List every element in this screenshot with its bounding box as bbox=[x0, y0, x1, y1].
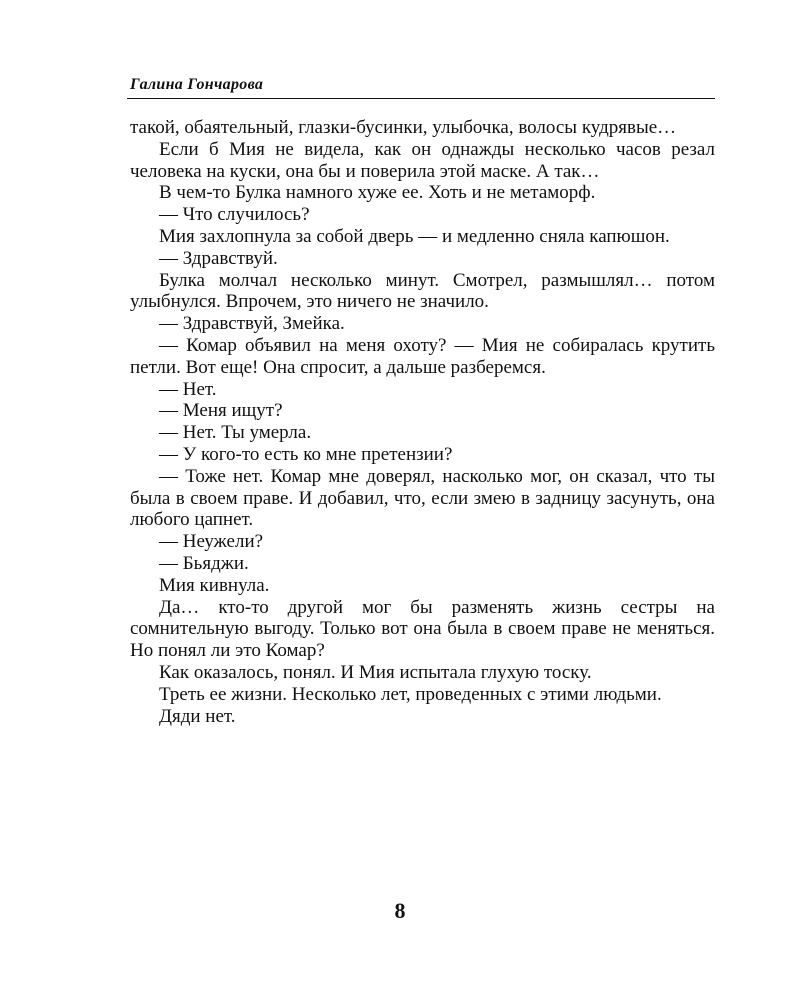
body-text bbox=[130, 117, 715, 727]
paragraph: — Комар объявил на меня охоту? — Мия не собиралась крутить петли. Вот еще! Она спросит, а дальше разберемся. bbox=[130, 334, 715, 378]
paragraph: Если б Мия не видела, как он однажды несколько часов резал человека на куски, она бы и поверила этой маске. А так… bbox=[130, 138, 715, 182]
paragraph: Булка молчал несколько минут. Смотрел, размышлял… потом улыбнулся. Впрочем, это ничего не значило. bbox=[130, 269, 715, 313]
paragraph: В чем-то Булка намного хуже ее. Хоть и не метаморф. bbox=[159, 182, 596, 204]
paragraph: — Что случилось? bbox=[159, 204, 310, 226]
paragraph: Как оказалось, понял. И Мия испытала глухую тоску. bbox=[159, 661, 592, 683]
header-author: Галина Гончарова bbox=[130, 76, 264, 93]
paragraph: — Нет. Ты умерла. bbox=[159, 422, 312, 444]
paragraph: такой, обаятельный, глазки-бусинки, улыбочка, волосы кудрявые… bbox=[130, 117, 677, 138]
paragraph: — Нет. bbox=[159, 378, 217, 400]
paragraph: — Неужели? bbox=[159, 531, 264, 553]
paragraph: — Тоже нет. Комар мне доверял, насколько мог, он сказал, что ты была в своем праве. И добавил, что, если змею в задницу засунуть, она любого цапнет. bbox=[130, 465, 715, 531]
running-header bbox=[127, 72, 715, 99]
paragraph: — Здравствуй, Змейка. bbox=[159, 313, 345, 335]
paragraph: — Бьяджи. bbox=[159, 552, 249, 574]
paragraph: Дяди нет. bbox=[159, 705, 236, 727]
paragraph: — Меня ищут? bbox=[159, 400, 283, 422]
paragraph: — У кого-то есть ко мне претензии? bbox=[159, 443, 453, 465]
page-number: 8 bbox=[394, 898, 406, 923]
paragraph: — Здравствуй. bbox=[159, 247, 278, 269]
paragraph: Мия захлопнула за собой дверь — и медленно сняла капюшон. bbox=[159, 225, 670, 247]
paragraph: Мия кивнула. bbox=[159, 574, 270, 596]
paragraph: Да… кто-то другой мог бы разменять жизнь сестры на сомнительную выгоду. Только вот она была в своем праве не меняться. Но понял ли это Комар? bbox=[130, 596, 715, 662]
paragraph: Треть ее жизни. Несколько лет, проведенных с этими людьми. bbox=[159, 683, 662, 705]
